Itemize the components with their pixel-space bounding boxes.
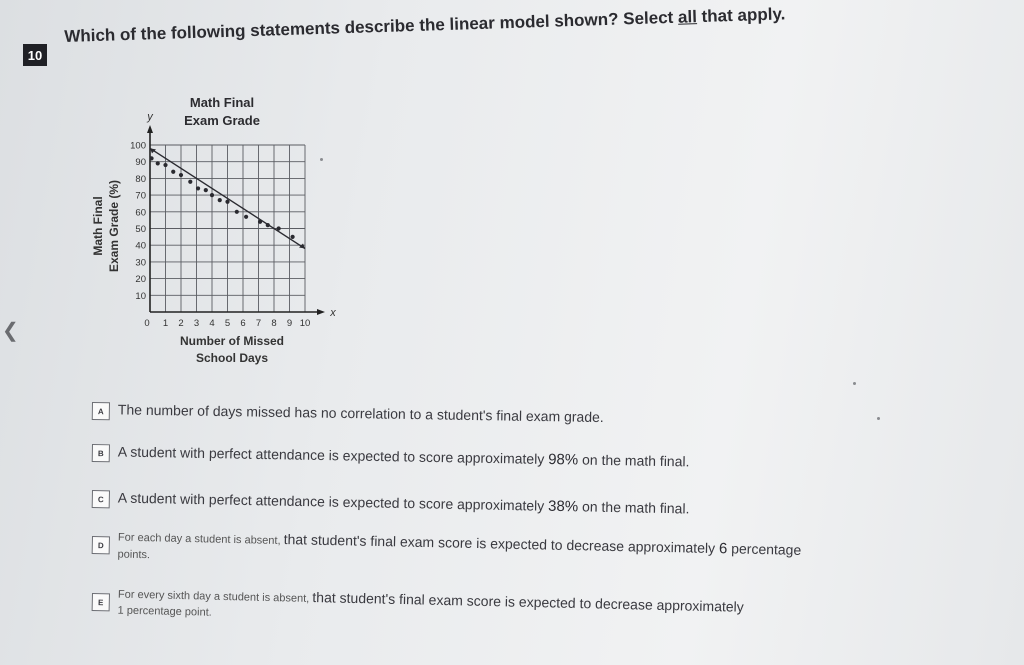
- data-point: [156, 161, 160, 165]
- question-text-underlined: all: [677, 7, 698, 27]
- choice-d-text-line2: points.: [117, 548, 151, 562]
- data-point: [218, 198, 222, 202]
- chart-axes: [147, 125, 325, 315]
- x-tick-label: 5: [224, 318, 231, 329]
- question-text-before: Which of the following statements describe the linear model shown? Select: [64, 7, 679, 46]
- speck: [320, 158, 323, 161]
- question-text: [64, 4, 786, 47]
- x-tick-label: 2: [178, 318, 184, 329]
- choice-d-text: [117, 528, 801, 575]
- y-axis-letter: y: [147, 111, 153, 123]
- x-tick-labels: [144, 318, 310, 329]
- y-tick-label: 50: [135, 224, 146, 235]
- speck: [877, 417, 880, 420]
- data-point: [258, 220, 262, 224]
- data-point: [225, 200, 229, 204]
- x-axis-label-line2: School Days: [195, 351, 269, 365]
- speck: [853, 382, 856, 385]
- choice-b-value: 98%: [548, 450, 579, 469]
- y-tick-label: 90: [135, 157, 146, 169]
- data-point: [266, 223, 270, 227]
- choice-b-checkbox[interactable]: B: [92, 444, 110, 462]
- y-axis-label-line1: Math Final: [91, 196, 105, 256]
- x-tick-label: 7: [255, 318, 262, 329]
- data-points: [149, 156, 294, 239]
- scatter-plot: [80, 88, 350, 378]
- data-point: [149, 156, 153, 160]
- choice-b-text-after: on the math final.: [578, 451, 690, 470]
- choice-d-text-end: percentage: [727, 540, 802, 558]
- choice-a-checkbox[interactable]: A: [92, 402, 110, 420]
- y-tick-label: 70: [135, 190, 146, 202]
- data-point: [291, 235, 295, 239]
- choice-c-value: 38%: [547, 497, 579, 516]
- choice-e-text-line2: 1 percentage point.: [117, 604, 212, 619]
- data-point: [179, 173, 183, 177]
- x-tick-label: 10: [299, 318, 311, 329]
- scatter-plot-svg: [80, 88, 350, 378]
- choice-c-text-before: A student with perfect attendance is expected to score approximately: [117, 489, 549, 514]
- y-tick-label: 20: [135, 274, 146, 286]
- y-axis-label-line2: Exam Grade (%): [107, 179, 121, 273]
- choice-c-checkbox[interactable]: C: [92, 490, 110, 508]
- y-tick-label: 60: [135, 207, 146, 219]
- question-number: 10: [23, 44, 47, 66]
- choice-d-text-rest: that student's final exam score is expected to decrease approximately: [283, 531, 720, 557]
- y-tick-label: 40: [135, 240, 146, 252]
- choice-d-text-small: For each day a student is absent,: [117, 531, 284, 548]
- choice-b-text-before: A student with perfect attendance is expected to score approximately: [117, 443, 549, 467]
- choice-c-text-after: on the math final.: [578, 498, 690, 517]
- choice-d-value: 6: [718, 540, 728, 558]
- chart-title-line1: Math Final: [189, 95, 255, 110]
- y-tick-label: 100: [130, 140, 146, 152]
- x-tick-label: 0: [144, 318, 150, 329]
- x-tick-label: 4: [209, 318, 215, 329]
- choice-e-checkbox[interactable]: E: [92, 593, 110, 611]
- x-axis-label-line1: Number of Missed: [179, 334, 285, 348]
- x-tick-label: 8: [271, 318, 277, 329]
- data-point: [163, 163, 167, 167]
- data-point: [244, 215, 248, 219]
- data-point: [171, 170, 175, 174]
- choice-e-text-rest: that student's final exam score is expected to decrease approximately: [312, 589, 744, 615]
- x-axis-letter: x: [330, 307, 336, 319]
- y-tick-label: 80: [135, 173, 146, 185]
- choice-d-checkbox[interactable]: D: [92, 536, 110, 554]
- data-point: [277, 226, 281, 230]
- x-tick-label: 9: [286, 318, 293, 329]
- choice-b-text: [118, 443, 690, 470]
- y-axis-arrow-icon: [147, 125, 153, 133]
- x-tick-label: 1: [162, 318, 169, 329]
- choice-c-text: [118, 489, 690, 517]
- choice-a-text: The number of days missed has no correlation to a student's final exam grade.: [117, 401, 604, 426]
- choice-e-text: [117, 585, 743, 631]
- data-point: [235, 210, 239, 214]
- x-tick-label: 6: [240, 318, 246, 329]
- choice-e-text-small: For every sixth day a student is absent,: [117, 588, 313, 605]
- data-point: [210, 193, 214, 197]
- x-tick-label: 3: [193, 318, 200, 329]
- y-tick-labels: [130, 141, 146, 302]
- x-axis-arrow-icon: [317, 309, 325, 315]
- question-text-after: that apply.: [696, 4, 786, 27]
- y-tick-label: 10: [135, 290, 146, 302]
- data-point: [204, 188, 208, 192]
- chart-title-line2: Exam Grade: [184, 113, 260, 128]
- data-point: [188, 180, 192, 184]
- data-point: [196, 186, 200, 190]
- y-tick-label: 30: [135, 257, 146, 269]
- back-chevron-icon[interactable]: ❮: [2, 320, 19, 342]
